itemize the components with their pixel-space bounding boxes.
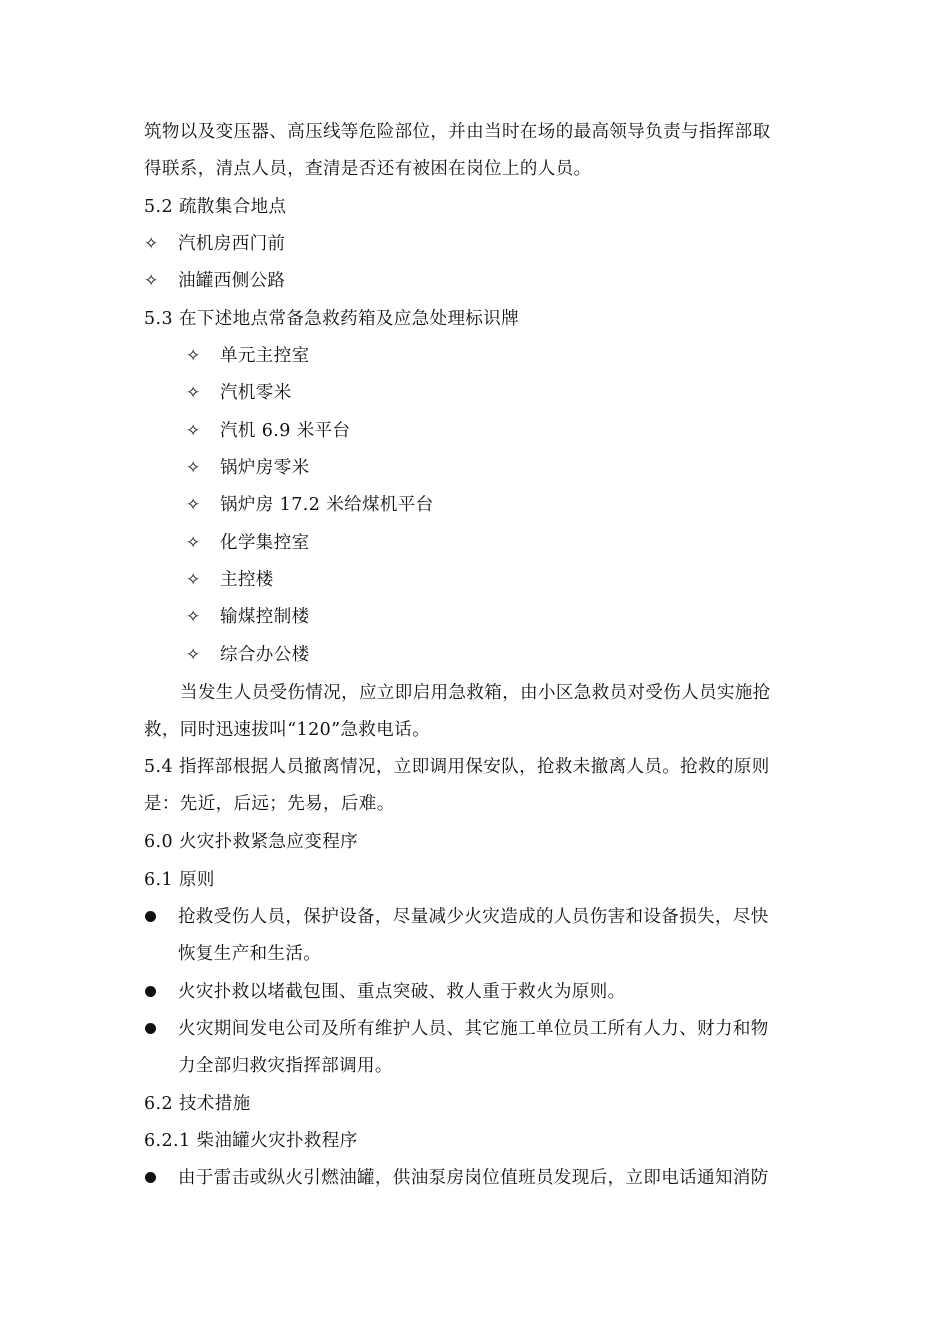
- diamond-bullet-icon: ✧: [186, 495, 201, 515]
- diamond-bullet-icon: ✧: [186, 346, 201, 366]
- paragraph-line: 是：先近，后远；先易，后难。: [144, 794, 395, 814]
- list-item: 锅炉房 17.2 米给煤机平台: [220, 495, 434, 515]
- list-item: 锅炉房零米: [220, 458, 310, 478]
- section-heading-6-2: 6.2 技术措施: [144, 1094, 251, 1114]
- section-heading-6-1: 6.1 原则: [144, 870, 215, 890]
- list-item: 化学集控室: [220, 533, 310, 553]
- principle-line: 火灾期间发电公司及所有维护人员、其它施工单位员工所有人力、财力和物: [178, 1019, 769, 1039]
- diamond-bullet-icon: ✧: [186, 421, 201, 441]
- principle-line: 火灾扑救以堵截包围、重点突破、救人重于救火为原则。: [178, 982, 626, 1002]
- list-item: 主控楼: [220, 570, 274, 590]
- list-item: 汽机 6.9 米平台: [220, 421, 351, 441]
- list-item: 汽机零米: [220, 383, 292, 403]
- principle-line: 抢救受伤人员，保护设备，尽量减少火灾造成的人员伤害和设备损失，尽快: [178, 907, 769, 927]
- section-heading-6-0: 6.0 火灾扑救紧急应变程序: [144, 832, 358, 852]
- diamond-bullet-icon: ✧: [186, 570, 201, 590]
- paragraph-line: 当发生人员受伤情况，应立即启用急救箱，由小区急救员对受伤人员实施抢: [180, 683, 771, 703]
- procedure-line: 由于雷击或纵火引燃油罐，供油泵房岗位值班员发现后，立即电话通知消防: [178, 1168, 769, 1188]
- principle-line: 恢复生产和生活。: [178, 944, 322, 964]
- list-item: 汽机房西门前: [178, 234, 286, 254]
- list-item: 单元主控室: [220, 346, 310, 366]
- bullet-dot-icon: [145, 986, 156, 997]
- list-item: 综合办公楼: [220, 645, 310, 665]
- section-heading-5-2: 5.2 疏散集合地点: [144, 197, 287, 217]
- section-heading-6-2-1: 6.2.1 柴油罐火灾扑救程序: [144, 1131, 358, 1151]
- bullet-dot-icon: [145, 1172, 156, 1183]
- diamond-bullet-icon: ✧: [144, 234, 159, 254]
- diamond-bullet-icon: ✧: [144, 271, 159, 291]
- diamond-bullet-icon: ✧: [186, 458, 201, 478]
- bullet-dot-icon: [145, 911, 156, 922]
- paragraph-line: 得联系，清点人员，查清是否还有被困在岗位上的人员。: [144, 159, 592, 179]
- diamond-bullet-icon: ✧: [186, 533, 201, 553]
- principle-line: 力全部归救灾指挥部调用。: [178, 1056, 393, 1076]
- paragraph-line: 救，同时迅速拔叫“120”急救电话。: [144, 720, 430, 740]
- section-heading-5-3: 5.3 在下述地点常备急救药箱及应急处理标识牌: [144, 309, 520, 329]
- list-item: 油罐西侧公路: [178, 271, 286, 291]
- paragraph-line: 筑物以及变压器、高压线等危险部位，并由当时在场的最高领导负责与指挥部取: [144, 122, 771, 142]
- diamond-bullet-icon: ✧: [186, 383, 201, 403]
- bullet-dot-icon: [145, 1023, 156, 1034]
- list-item: 输煤控制楼: [220, 607, 310, 627]
- diamond-bullet-icon: ✧: [186, 607, 201, 627]
- diamond-bullet-icon: ✧: [186, 645, 201, 665]
- paragraph-line: 5.4 指挥部根据人员撤离情况，立即调用保安队，抢救未撤离人员。抢救的原则: [144, 757, 770, 777]
